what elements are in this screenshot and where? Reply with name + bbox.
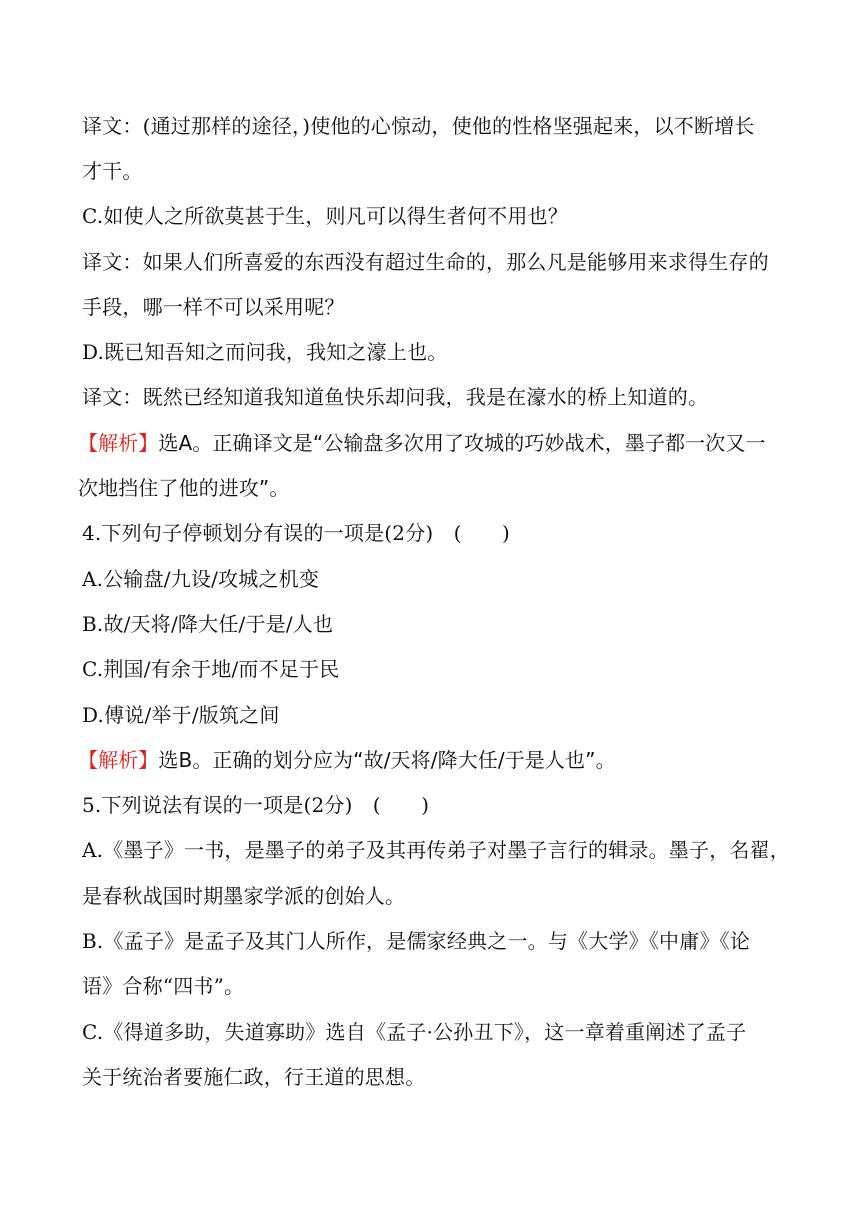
question-5-option-b: B.《孟子》是孟子及其门人所作，是儒家经典之一。与《大学》《中庸》《论 [82,929,751,953]
translation-line: 译文：既然已经知道我知道鱼快乐却问我，我是在濠水的桥上知道的。 [82,385,709,409]
option-d-line: D.既已知吾知之而问我，我知之濠上也。 [82,340,448,364]
translation-line: 译文：如果人们所喜爱的东西没有超过生命的，那么凡是能够用来求得生存的 [82,250,769,274]
question-4-option-d: D.傅说/举于/版筑之间 [82,703,280,727]
analysis-line-continued: 次地挡住了他的进攻”。 [78,476,290,500]
question-4-option-a: A.公输盘/九设/攻城之机变 [82,567,320,591]
question-5-option-b-continued: 语》合称“四书”。 [82,974,245,998]
analysis-label: 【解析】 [78,431,159,455]
analysis-line [78,428,798,458]
question-4-option-c: C.荆国/有余于地/而不足于民 [82,657,340,681]
question-4-stem: 4.下列句子停顿划分有误的一项是(2分) ( ) [82,521,511,545]
translation-line-continued: 手段，哪一样不可以采用呢？ [82,295,345,319]
translation-line-continued: 才干。 [82,159,143,183]
question-5-stem: 5.下列说法有误的一项是(2分) ( ) [82,793,430,817]
option-c-line: C.如使人之所欲莫甚于生，则凡可以得生者何不用也？ [82,204,568,228]
translation-line: 译文：(通过那样的途径，)使他的心惊动，使他的性格坚强起来，以不断增长 [82,114,755,138]
analysis-line [78,745,788,775]
analysis-text: 选A。正确译文是“公输盘多次用了攻城的巧妙战术，墨子都一次又一 [158,431,766,455]
question-5-option-a-continued: 是春秋战国时期墨家学派的创始人。 [82,884,406,908]
question-5-option-a: A.《墨子》一书，是墨子的弟子及其再传弟子对墨子言行的辑录。墨子，名翟， [82,838,791,862]
question-5-option-c: C.《得道多助，失道寡助》选自《孟子·公孙丑下》，这一章着重阐述了孟子 [82,1020,747,1044]
question-5-option-c-continued: 关于统治者要施仁政，行王道的思想。 [82,1065,426,1089]
analysis-label: 【解析】 [78,748,159,772]
analysis-text: 选B。正确的划分应为“故/天将/降大任/于是人也”。 [158,748,616,772]
question-4-option-b: B.故/天将/降大任/于是/人也 [82,612,334,636]
